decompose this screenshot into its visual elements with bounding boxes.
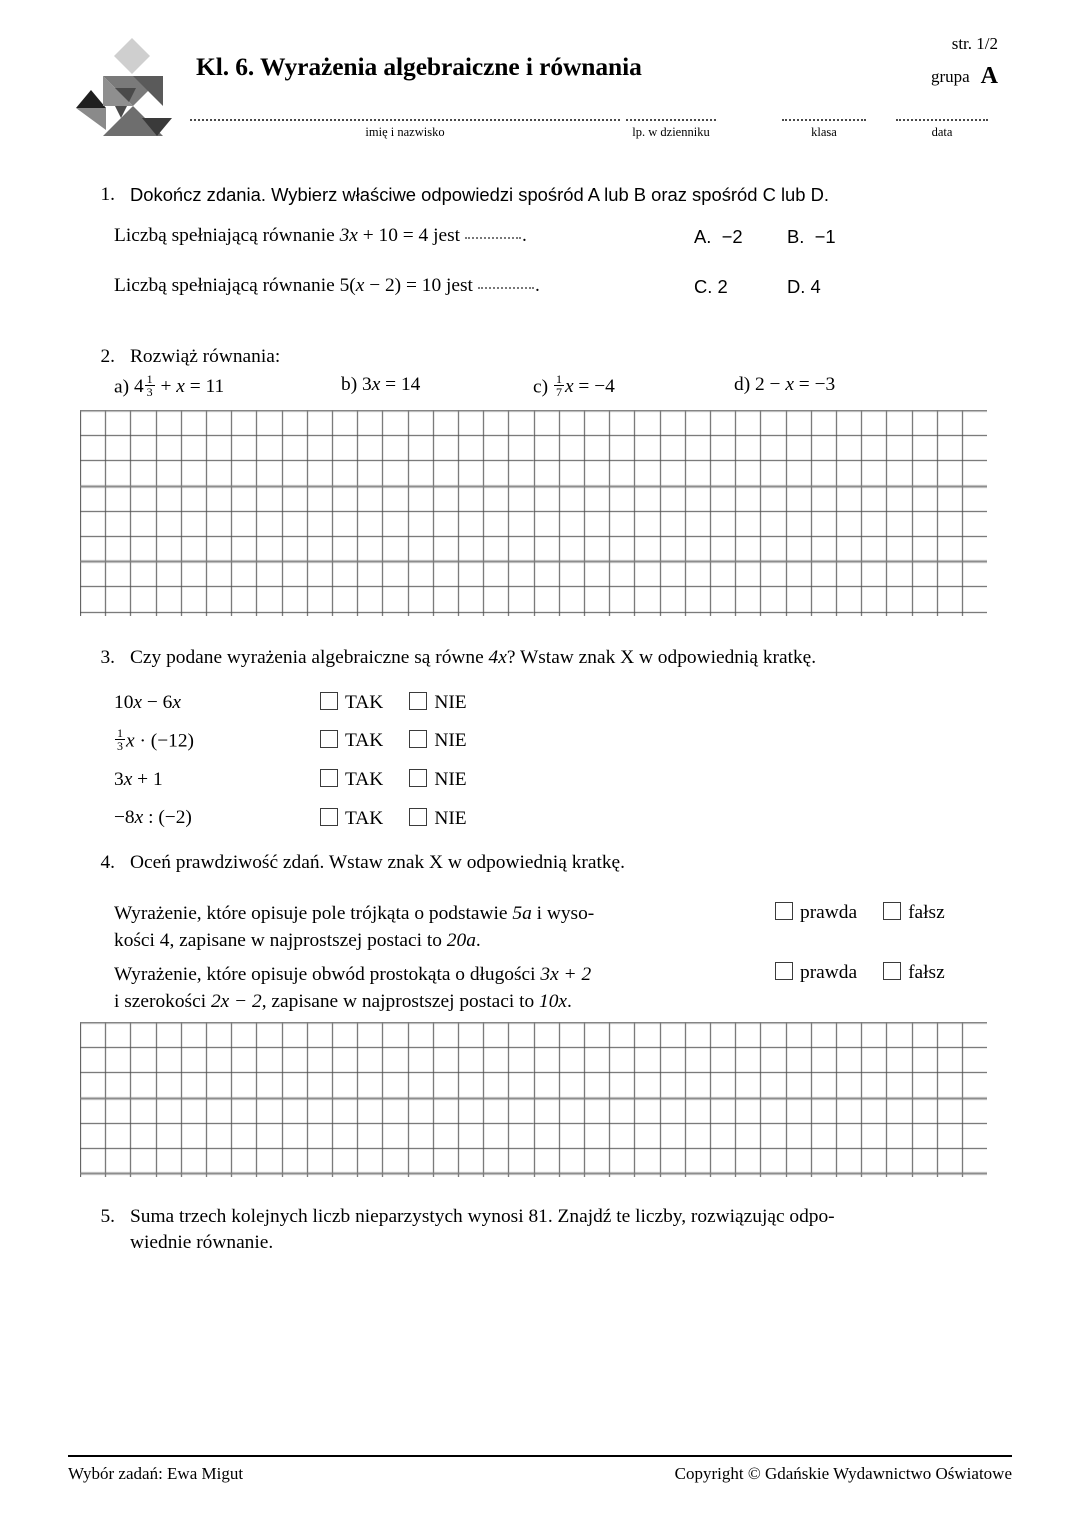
task-3-prompt <box>130 645 1025 671</box>
task-3-row-2-choices <box>320 730 467 752</box>
task-3-row-4-choices <box>320 808 467 830</box>
task-1-option-a-value: −2 <box>721 226 743 247</box>
task-3-row-4-yes-label: TAK <box>345 808 384 829</box>
task-5-prompt-line-2: wiednie równanie. <box>130 1232 274 1253</box>
task-1-option-c[interactable] <box>694 276 728 298</box>
task-5-prompt <box>130 1204 1025 1256</box>
field-date-input[interactable] <box>896 106 988 121</box>
field-register-number-input[interactable] <box>626 106 716 121</box>
field-name-caption: imię i nazwisko <box>365 125 445 139</box>
task-4-statement-2-line2-var: 2x − 2 <box>210 991 262 1012</box>
task-2-item-a-equation: 4 $\frac{1}{3}$ + x = 11 <box>133 371 225 400</box>
task-2-item-c <box>533 371 615 400</box>
task-3-prompt-a: Czy podane wyrażenia algebraiczne są równe <box>130 647 489 668</box>
task-1-option-c-value: 2 <box>717 276 728 297</box>
page-title: Kl. 6. Wyrażenia algebraiczne i równania <box>196 52 642 81</box>
task-3-row-4-yes-checkbox[interactable] <box>320 808 338 826</box>
task-1-line-1-text-after: jest <box>428 225 461 246</box>
task-4-statement-1-true-checkbox[interactable] <box>775 902 793 920</box>
task-3-row-3-no-label: NIE <box>434 769 467 790</box>
task-4-statement-1-line1-b: i wyso- <box>531 903 595 924</box>
group-indicator <box>931 63 998 90</box>
task-3 <box>85 645 1025 671</box>
task-4-statement-2-true-label: prawda <box>800 962 858 983</box>
task-3-expression-3: 3x + 1 <box>114 769 163 790</box>
task-3-row-2-yes-label: TAK <box>345 730 384 751</box>
task-2-item-d-equation: 2 − x = −3 <box>755 374 836 395</box>
task-2-item-b-equation: 3x = 14 <box>362 374 421 395</box>
group-label: grupa <box>930 67 970 86</box>
task-1-option-d[interactable] <box>787 276 821 298</box>
task-4-statement-2-true-checkbox[interactable] <box>775 962 793 980</box>
task-4-statement-2-false-label: fałsz <box>908 962 945 983</box>
task-4-statement-1-false-checkbox[interactable] <box>883 902 901 920</box>
task-3-row-4-no-label: NIE <box>434 808 467 829</box>
task-2-item-d-label: d) <box>734 374 751 395</box>
task-4-statement-2-line2-var2: 10x <box>539 991 568 1012</box>
task-1-number: 1. <box>100 184 115 205</box>
task-4 <box>85 850 1025 876</box>
field-class-caption: klasa <box>811 125 837 139</box>
task-4-statement-1-choices <box>775 902 945 924</box>
field-date[interactable] <box>896 106 988 139</box>
task-3-row-1-no-label: NIE <box>434 692 467 713</box>
task-1-option-b[interactable] <box>787 226 836 248</box>
task-3-row-1-yes-checkbox[interactable] <box>320 692 338 710</box>
task-1-line-2-text-after: jest <box>441 275 473 296</box>
task-4-number: 4. <box>100 852 115 873</box>
task-2-item-b <box>341 374 420 396</box>
task-3-row-2-no-label: NIE <box>434 730 467 751</box>
task-3-row-2-yes-checkbox[interactable] <box>320 730 338 748</box>
task-1 <box>85 182 1025 208</box>
task-4-statement-2-choices <box>775 962 945 984</box>
task-4-statement-2-line2-c: . <box>567 991 572 1012</box>
field-name-input[interactable] <box>190 106 620 121</box>
task-3-expression-2: $\frac{1}{3}$ x · (−12) <box>117 725 195 754</box>
task-4-statement-1-line2-b: . <box>475 930 481 951</box>
page-header <box>0 0 1080 160</box>
task-3-number: 3. <box>100 647 115 668</box>
task-1-prompt: Dokończ zdania. Wybierz właściwe odpowiedzi spośród A lub B oraz spośród C lub D. <box>130 184 830 205</box>
task-3-row-1-no-checkbox[interactable] <box>409 692 427 710</box>
task-4-statement-1-line2-var: 20a <box>446 930 476 951</box>
task-3-prompt-equation: 4x <box>488 647 507 668</box>
task-1-line-1-text-before: Liczbą spełniającą równanie <box>114 225 340 246</box>
task-3-row-2-no-checkbox[interactable] <box>409 730 427 748</box>
task-3-row-4-no-checkbox[interactable] <box>409 808 427 826</box>
task-2-item-c-label: c) <box>533 376 549 398</box>
field-register-number[interactable] <box>626 106 716 139</box>
task-2-item-d <box>734 374 835 396</box>
task-1-line-2: Liczbą spełniającą równanie 5(x − 2) = 10 jest . <box>114 275 540 296</box>
task-3-row-1-choices <box>320 692 467 714</box>
task-4-statement-2-line2-b: , zapisane w najprostszej postaci to <box>261 991 540 1012</box>
task-4-statement-2-line1-a: Wyrażenie, które opisuje obwód prostokąta o długości <box>114 964 541 985</box>
task-1-option-d-value: 4 <box>810 276 821 297</box>
task-1-option-c-letter: C. <box>694 276 713 297</box>
task-1-option-b-value: −1 <box>814 226 836 247</box>
task-1-option-b-letter: B. <box>787 226 805 247</box>
task-2-number: 2. <box>100 346 115 367</box>
page-number-label: str. 1/2 <box>951 34 998 53</box>
task-3-row-3-yes-label: TAK <box>345 769 384 790</box>
task-1-line-1-answer-blank[interactable] <box>465 225 521 239</box>
task-2-item-b-label: b) <box>341 374 358 395</box>
answer-grid-task2[interactable] <box>80 410 987 616</box>
student-fields <box>0 106 1080 156</box>
task-2 <box>85 344 1025 370</box>
task-1-option-d-letter: D. <box>787 276 806 297</box>
task-4-statement-1-line2-a: kości 4, zapisane w najprostszej postaci to <box>114 930 447 951</box>
task-5 <box>85 1204 1025 1256</box>
task-1-option-a[interactable] <box>694 226 743 248</box>
task-2-prompt: Rozwiąż równania: <box>130 346 281 367</box>
field-class-input[interactable] <box>782 106 866 121</box>
footer-divider <box>68 1455 1012 1457</box>
task-4-statement-1-line1-a: Wyrażenie, które opisuje pole trójkąta o podstawie <box>114 903 513 924</box>
task-4-statement-2-line2-a: i szerokości <box>114 991 211 1012</box>
field-name[interactable] <box>190 106 620 139</box>
task-3-row-1-yes-label: TAK <box>345 692 384 713</box>
task-3-row-3-no-checkbox[interactable] <box>409 769 427 787</box>
task-3-expression-1: 10x − 6x <box>114 692 181 713</box>
field-class[interactable] <box>782 106 866 139</box>
task-1-line-1: Liczbą spełniającą równanie 3x + 10 = 4 jest . <box>114 225 527 246</box>
footer-copyright: Copyright © Gdańskie Wydawnictwo Oświatowe <box>674 1464 1012 1483</box>
task-1-option-a-letter: A. <box>694 226 712 247</box>
task-4-statement-2 <box>114 961 754 1015</box>
task-2-item-a-label: a) <box>114 376 130 398</box>
task-4-statement-1-false-label: fałsz <box>908 902 945 923</box>
task-4-statement-1-line1-var: 5a <box>512 903 532 924</box>
task-3-row-3-yes-checkbox[interactable] <box>320 769 338 787</box>
task-4-prompt: Oceń prawdziwość zdań. Wstaw znak X w odpowiednią kratkę. <box>130 852 626 873</box>
field-date-caption: data <box>931 125 953 139</box>
task-5-number: 5. <box>100 1206 115 1227</box>
task-2-item-a <box>114 371 225 400</box>
task-1-line-1-equation: 3x + 10 = 4 <box>339 225 429 246</box>
task-5-prompt-line-1: Suma trzech kolejnych liczb nieparzystych wynosi 81. Znajdź te liczby, rozwiązując odpo- <box>130 1206 835 1227</box>
task-4-statement-1 <box>114 900 754 954</box>
task-1-line-2-text-before: Liczbą spełniającą równanie <box>114 275 340 296</box>
task-4-statement-1-true-label: prawda <box>800 902 858 923</box>
answer-grid-task4[interactable] <box>80 1022 987 1177</box>
footer-author: Wybór zadań: Ewa Migut <box>68 1464 244 1483</box>
task-3-expression-4: −8x : (−2) <box>114 807 192 828</box>
task-4-statement-2-false-checkbox[interactable] <box>883 962 901 980</box>
task-1-line-2-answer-blank[interactable] <box>478 275 534 289</box>
task-3-row-3-choices <box>320 769 467 791</box>
group-value: A <box>980 63 998 89</box>
field-register-number-caption: lp. w dzienniku <box>632 125 710 139</box>
task-4-statement-2-line1-var: 3x + 2 <box>540 964 592 985</box>
task-2-item-c-equation: $\frac{1}{7}$ x = −4 <box>555 371 615 400</box>
task-3-prompt-b: ? Wstaw znak X w odpowiednią kratkę. <box>506 647 817 668</box>
task-1-line-2-equation: 5(x − 2) = 10 <box>339 275 442 296</box>
